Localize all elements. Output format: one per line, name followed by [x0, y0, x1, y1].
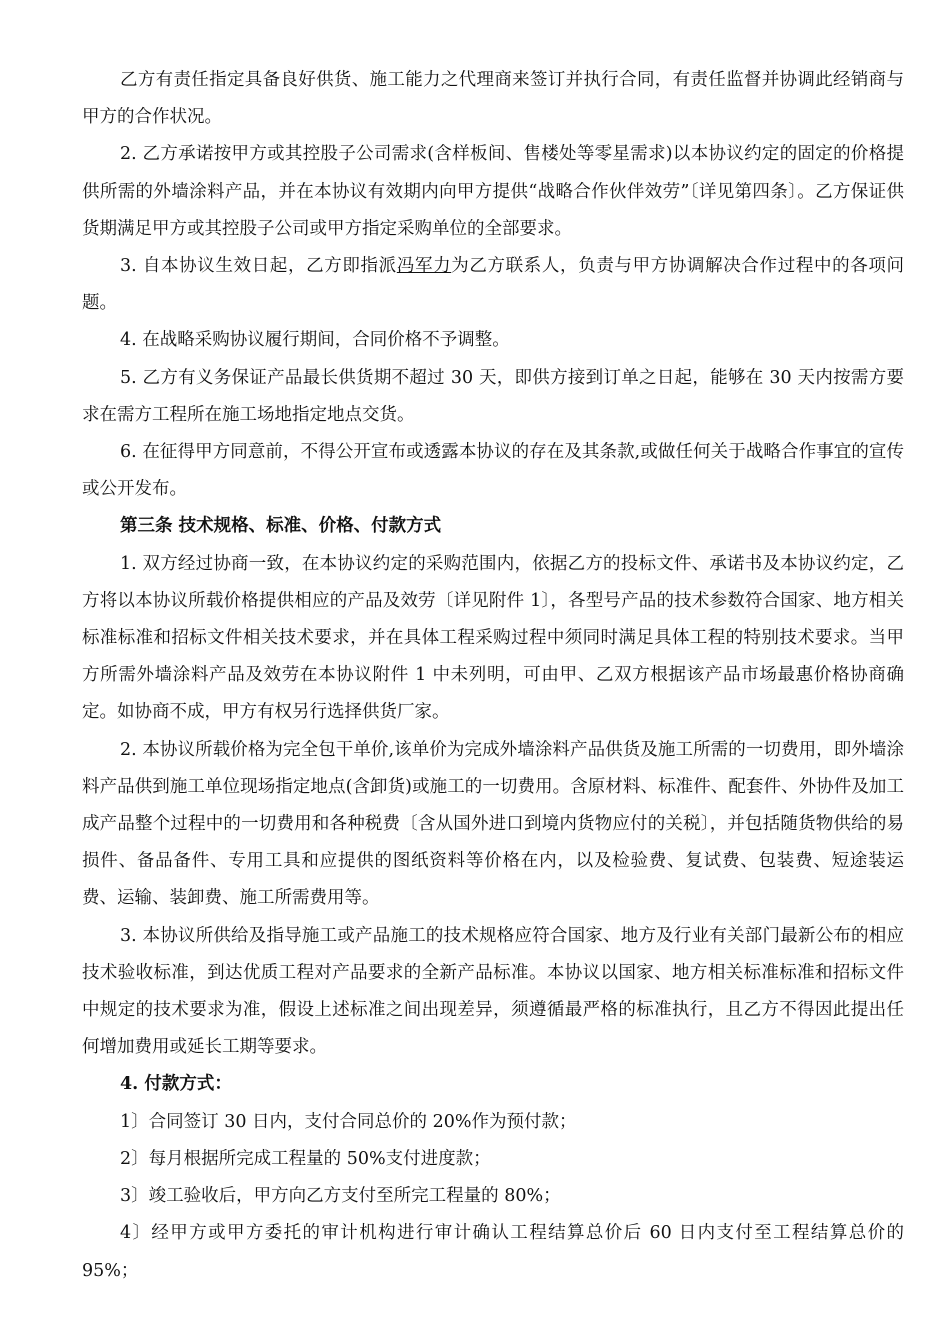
paragraph-agent-responsibility: 乙方有责任指定具备良好供货、施工能力之代理商来签订并执行合同，有责任监督并协调此经销商与甲方的合作状况。 — [82, 70, 904, 128]
payment-item-3: 3〕竣工验收后，甲方向乙方支付至所完工程量的 80%； — [120, 1186, 561, 1207]
paragraph-section3-clause-2: 2. 本协议所载价格为完全包干单价,该单价为完成外墙涂料产品供货及施工所需的一切费用，即外墙涂料产品供到施工单位现场指定地点(含卸货)或施工的一切费用。含原材料、标准件、配套件、外协件及加工成产品整个过程中的一切费用和各种税费〔含从国外进口到境内货物应付的关税〕，并包括随货物供给的易损件、备品备件、专用工具和应提供的图纸资料等价格在内，以及检验费、复试费、包装费、短途装运费、运输、装卸费、施工所需费用等。 — [82, 739, 904, 909]
payment-item-2: 2〕每月根据所完成工程量的 50%支付进度款； — [120, 1148, 491, 1169]
payment-method-heading: 4. 付款方式： — [120, 1074, 232, 1095]
paragraph-clause-4: 4. 在战略采购协议履行期间，合同价格不予调整。 — [120, 330, 510, 351]
paragraph-section3-clause-3: 3. 本协议所供给及指导施工或产品施工的技术规格应符合国家、地方及行业有关部门最新公布的相应技术验收标准，到达优质工程对产品要求的全新产品标准。本协议以国家、地方相关标准标准和招标文件中规定的技术要求为准，假设上述标准之间出现差异，须遵循最严格的标准执行，且乙方不得因此提出任何增加费用或延长工期等要求。 — [82, 925, 904, 1058]
section-3-heading: 第三条 技术规格、标准、价格、付款方式 — [120, 516, 442, 537]
paragraph-clause-2: 2. 乙方承诺按甲方或其控股子公司需求(含样板间、售楼处等零星需求)以本协议约定的固定的价格提供所需的外墙涂料产品，并在本协议有效期内向甲方提供“战略合作伙伴效劳”〔详见第四条〕。乙方保证供货期满足甲方或其控股子公司或甲方指定采购单位的全部要求。 — [82, 144, 904, 239]
paragraph-clause-3 — [82, 248, 904, 322]
document-page — [82, 62, 904, 1290]
clause-3-text-after: 为乙方联系人，负责与甲方协调解决合作过程中的各项问题。 — [82, 256, 905, 314]
payment-item-1: 1〕合同签订 30 日内，支付合同总价的 20%作为预付款； — [120, 1111, 577, 1132]
paragraph-clause-5: 5. 乙方有义务保证产品最长供货期不超过 30 天，即供方接到订单之日起，能够在 30 天内按需方要求在需方工程所在施工场地指定地点交货。 — [82, 367, 904, 425]
contact-person-name: 冯军力 — [396, 256, 452, 277]
payment-item-4: 4〕经甲方或甲方委托的审计机构进行审计确认工程结算总价后 60 日内支付至工程结算总价的 95%； — [82, 1223, 904, 1281]
clause-3-text-before: 3. 自本协议生效日起，乙方即指派 — [120, 256, 397, 277]
paragraph-clause-6: 6. 在征得甲方同意前，不得公开宣布或透露本协议的存在及其条款,或做任何关于战略合作事宜的宣传或公开发布。 — [82, 442, 904, 500]
paragraph-section3-clause-1: 1. 双方经过协商一致，在本协议约定的采购范围内，依据乙方的投标文件、承诺书及本协议约定，乙方将以本协议所载价格提供相应的产品及效劳〔详见附件 1〕，各型号产品的技术参数符合国家、地方相关标准标准和招标文件相关技术要求，并在具体工程采购过程中须同时满足具体工程的特别技术要求。当甲方所需外墙涂料产品及效劳在本协议附件 1 中未列明，可由甲、乙双方根据该产品市场最惠价格协商确定。如协商不成，甲方有权另行选择供货厂家。 — [82, 553, 904, 723]
